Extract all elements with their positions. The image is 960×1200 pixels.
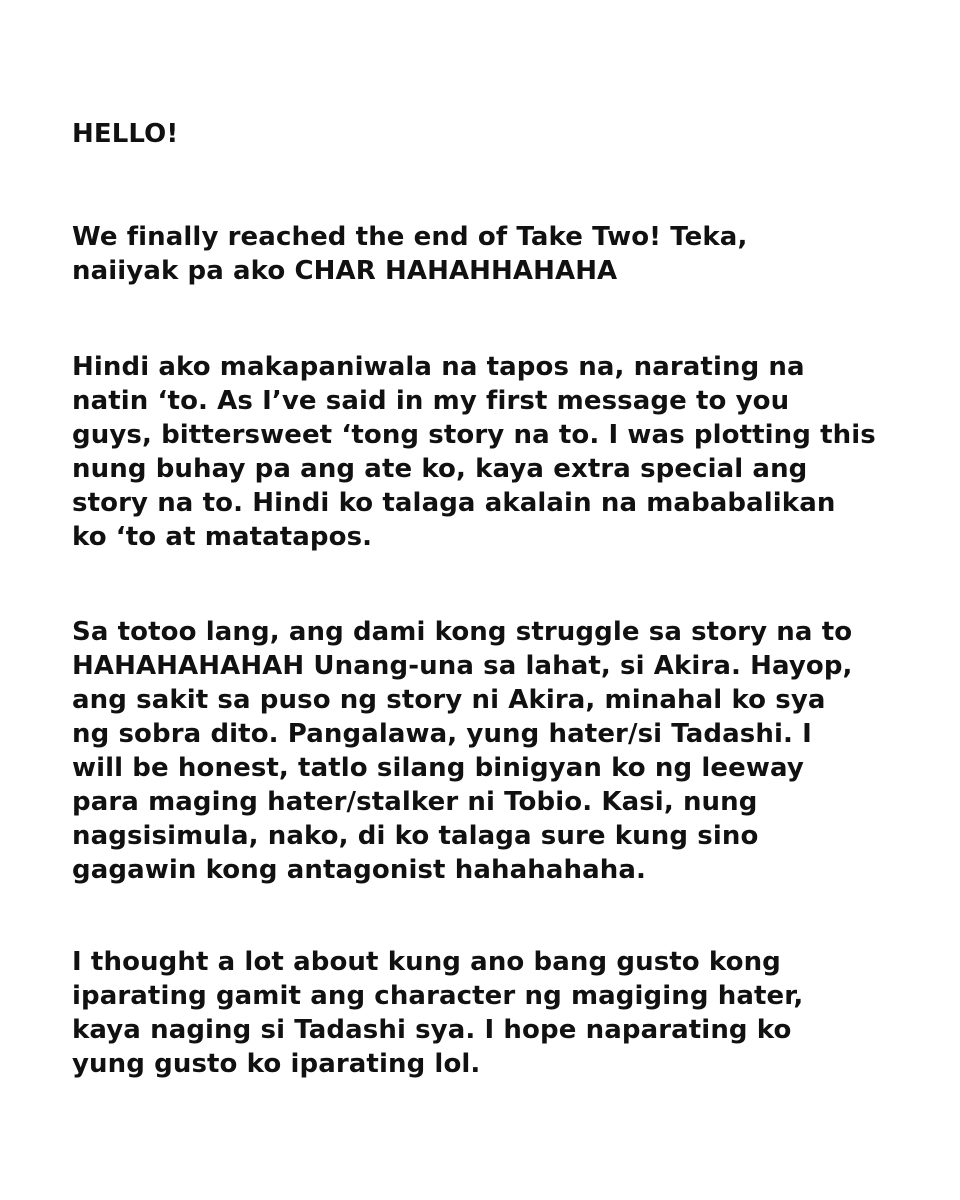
paragraph-3: Sa totoo lang, ang dami kong struggle sa story na to HAHAHAHAHAH Unang-una sa lahat, si Akira. Hayop, ang sakit sa puso ng story ni Akira, minahal ko sya ng sobra dito. Pangalawa, yung hater/si Tadashi. I will be honest, tatlo silang binigyan ko ng leeway para maging hater/stalker ni Tobio. Kasi, nung nagsisimula, nako, di ko talaga sure kung sino gagawin kong antagonist hahahahaha. xyxy=(72,617,853,885)
paragraph-1: We finally reached the end of Take Two! Teka, naiiyak pa ako CHAR HAHAHHAHAHA xyxy=(72,222,748,286)
paragraph-2: Hindi ako makapaniwala na tapos na, narating na natin ‘to. As I’ve said in my first message to you guys, bittersweet ‘tong story na to. I was plotting this nung buhay pa ang ate ko, kaya extra special ang story na to. Hindi ko talaga akalain na mababalikan ko ‘to at matatapos. xyxy=(72,352,876,552)
paragraph-4: I thought a lot about kung ano bang gusto kong iparating gamit ang character ng magiging hater, kaya naging si Tadashi sya. I hope naparating ko yung gusto ko iparating lol. xyxy=(72,947,804,1079)
greeting-heading: HELLO! xyxy=(72,119,179,149)
document-page xyxy=(72,0,932,1200)
